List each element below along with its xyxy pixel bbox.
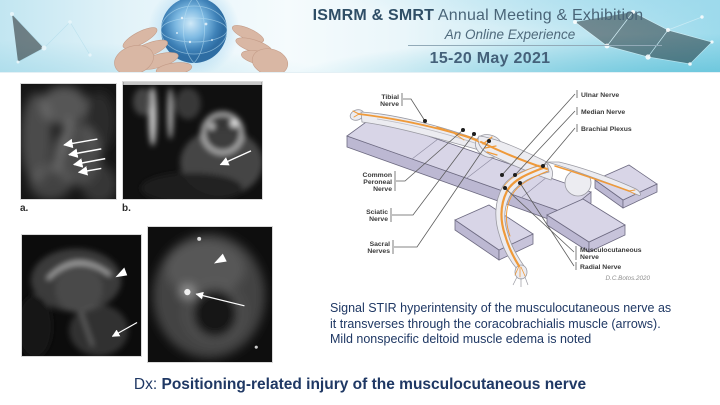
diagram-label-sacral-2: Nerves: [367, 248, 390, 255]
diagnosis-text: Positioning-related injury of the musculocutaneous nerve: [161, 376, 587, 393]
diagram-label-median: Median Nerve: [581, 109, 626, 116]
caption-line-2: it transverses through the coracobrachialis muscle (arrows).: [330, 316, 661, 331]
diagram-label-brachial-plexus: Brachial Plexus: [581, 126, 632, 133]
conference-title-org: ISMRM & SMRT: [312, 7, 435, 24]
mri-image-arm-axial: [147, 226, 273, 363]
mri-image-shoulder-coronal: [122, 81, 263, 200]
diagram-label-sciatic-1: Sciatic: [366, 209, 388, 216]
diagram-label-peroneal-2: Peroneal: [363, 179, 392, 186]
diagram-label-tibial-2: Nerve: [380, 101, 399, 108]
banner-divider-line: [408, 45, 662, 46]
diagram-label-sciatic-2: Nerve: [369, 216, 388, 223]
diagram-label-ulnar: Ulnar Nerve: [581, 92, 620, 99]
diagram-label-musculocutaneous-2: Nerve: [580, 254, 599, 261]
diagram-label-radial: Radial Nerve: [580, 264, 622, 271]
diagram-label-peroneal-3: Nerve: [373, 186, 392, 193]
diagram-label-tibial-1: Tibial: [381, 94, 399, 101]
diagram-label-musculocutaneous-1: Musculocutaneous: [580, 247, 642, 254]
conference-dates: 15-20 May 2021: [429, 50, 551, 67]
figure-label-a: a.: [20, 203, 29, 214]
mri-image-shoulder-coronal-2: [21, 234, 142, 357]
diagnosis-prefix: Dx:: [133, 376, 162, 393]
figure-label-b: b.: [122, 203, 131, 214]
patient-positioning-nerve-diagram: [337, 84, 715, 292]
diagram-label-peroneal-1: Common: [362, 172, 392, 179]
mri-image-neck-coronal: [20, 83, 117, 200]
diagram-credit: D.C.Botos.2020: [605, 275, 650, 282]
conference-title-rest: Annual Meeting & Exhibition: [434, 7, 644, 24]
conference-banner: [0, 0, 720, 73]
conference-subtitle: An Online Experience: [444, 27, 576, 42]
caption-line-1: Signal STIR hyperintensity of the musculocutaneous nerve as: [330, 301, 672, 315]
conference-title: [298, 7, 658, 25]
diagram-label-sacral-1: Sacral: [369, 241, 390, 248]
diagnosis-line: [0, 376, 720, 394]
caption-line-3: Mild nonspecific deltoid muscle edema is noted: [330, 332, 592, 347]
figure-caption: [330, 301, 720, 348]
hands-holding-globe-photo: [82, 0, 302, 72]
